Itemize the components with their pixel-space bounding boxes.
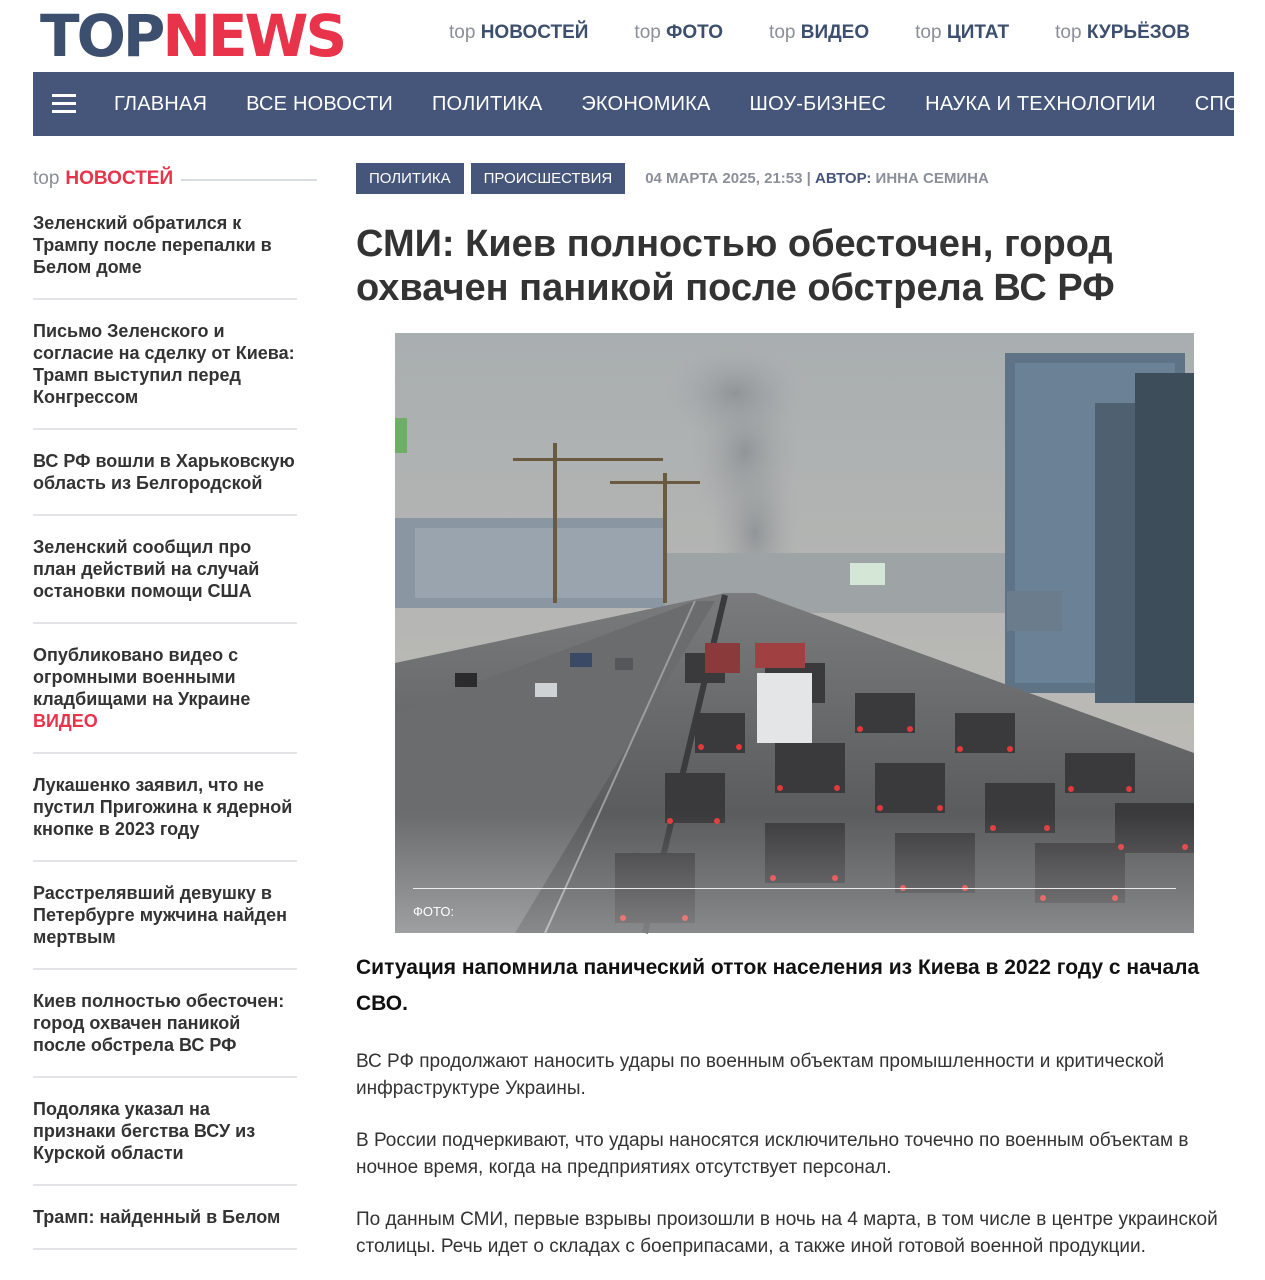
hamburger-menu-icon[interactable] bbox=[52, 94, 76, 114]
top-link-quotes[interactable]: top ЦИТАТ bbox=[915, 22, 1010, 43]
top-link-video[interactable]: top ВИДЕО bbox=[769, 22, 870, 43]
sidebar-news-item[interactable]: Опубликовано видео с огромными военными кладбищами на Украине ВИДЕО bbox=[33, 644, 297, 754]
article-photo bbox=[395, 333, 1194, 933]
top-link-news[interactable]: top НОВОСТЕЙ bbox=[449, 22, 589, 43]
nav-item-science-tech[interactable]: НАУКА И ТЕХНОЛОГИИ bbox=[925, 92, 1156, 115]
article-paragraph: В России подчеркивают, что удары наносятся исключительно точечно по военным объектам в ночное время, когда на предприятиях отсутствует персонал. bbox=[356, 1130, 1189, 1178]
traffic-jam-photo bbox=[395, 333, 1194, 933]
sidebar-top-news bbox=[33, 166, 317, 1226]
top-links bbox=[449, 22, 1236, 44]
sidebar-heading-divider bbox=[181, 179, 317, 181]
article-meta bbox=[356, 163, 1234, 194]
top-link-curiosities[interactable]: top КУРЬЁЗОВ bbox=[1055, 22, 1190, 43]
author-label: АВТОР: bbox=[815, 170, 872, 187]
article-date-author bbox=[645, 170, 989, 187]
sidebar-news-list bbox=[33, 212, 297, 1250]
sidebar-news-item[interactable]: Подоляка указал на признаки бегства ВСУ из Курской области bbox=[33, 1098, 297, 1186]
article-paragraph: По данным СМИ, первые взрывы произошли в ночь на 4 марта, в том числе в центре украинской столицы. Речь идет о складах с боеприпасами, а также иной готовой военной продукции. bbox=[356, 1209, 1218, 1257]
sidebar-news-item[interactable]: Зеленский обратился к Трампу после перепалки в Белом доме bbox=[33, 212, 297, 300]
sidebar-news-item[interactable]: Лукашенко заявил, что не пустил Пригожина к ядерной кнопке в 2023 году bbox=[33, 774, 297, 862]
article-author[interactable]: ИННА СЕМИНА bbox=[875, 170, 989, 187]
article bbox=[356, 163, 1234, 1257]
category-politics-button[interactable]: ПОЛИТИКА bbox=[356, 163, 464, 194]
article-title: СМИ: Киев полностью обесточен, город охвачен паникой после обстрела ВС РФ bbox=[356, 223, 1115, 309]
article-paragraph: ВС РФ продолжают наносить удары по военным объектам промышленности и критической инфраструктуре Украины. bbox=[356, 1051, 1165, 1099]
sidebar-news-item[interactable]: Киев полностью обесточен: город охвачен паникой после обстрела ВС РФ bbox=[33, 990, 297, 1078]
logo-part-news: NEWS bbox=[162, 2, 345, 70]
nav-item-showbiz[interactable]: ШОУ-БИЗНЕС bbox=[749, 92, 887, 115]
category-incidents-button[interactable]: ПРОИСШЕСТВИЯ bbox=[471, 163, 626, 194]
nav-item-sport[interactable]: СПОРТ bbox=[1194, 92, 1265, 115]
nav-item-economy[interactable]: ЭКОНОМИКА bbox=[581, 92, 711, 115]
top-link-photo[interactable]: top ФОТО bbox=[634, 22, 724, 43]
sidebar-news-item[interactable]: ВС РФ вошли в Харьковскую область из Белгородской bbox=[33, 450, 297, 516]
video-tag: ВИДЕО bbox=[33, 711, 98, 731]
site-logo[interactable] bbox=[40, 2, 345, 70]
nav-item-all-news[interactable]: ВСЕ НОВОСТИ bbox=[246, 92, 393, 115]
main-nav bbox=[33, 72, 1265, 136]
nav-item-politics[interactable]: ПОЛИТИКА bbox=[431, 92, 543, 115]
article-lead: Ситуация напомнила панический отток населения из Киева в 2022 году с начала СВО. bbox=[356, 956, 1200, 1015]
sidebar-news-item[interactable]: Зеленский сообщил про план действий на случай остановки помощи США bbox=[33, 536, 297, 624]
article-date: 04 МАРТА 2025, 21:53 | bbox=[645, 170, 811, 187]
sidebar-news-item[interactable]: Письмо Зеленского и согласие на сделку от Киева: Трамп выступил перед Конгрессом bbox=[33, 320, 297, 430]
logo-part-top: TOP bbox=[40, 2, 163, 70]
photo-caption: ФОТО: bbox=[413, 904, 455, 919]
sidebar-heading: top НОВОСТЕЙ bbox=[33, 166, 317, 192]
site-header bbox=[0, 0, 1234, 72]
sidebar-news-item[interactable]: Трамп: найденный в Белом bbox=[33, 1206, 297, 1250]
sidebar-news-item[interactable]: Расстрелявший девушку в Петербурге мужчина найден мертвым bbox=[33, 882, 297, 970]
nav-item-home[interactable]: ГЛАВНАЯ bbox=[114, 92, 208, 115]
photo-caption-divider bbox=[413, 888, 1176, 889]
